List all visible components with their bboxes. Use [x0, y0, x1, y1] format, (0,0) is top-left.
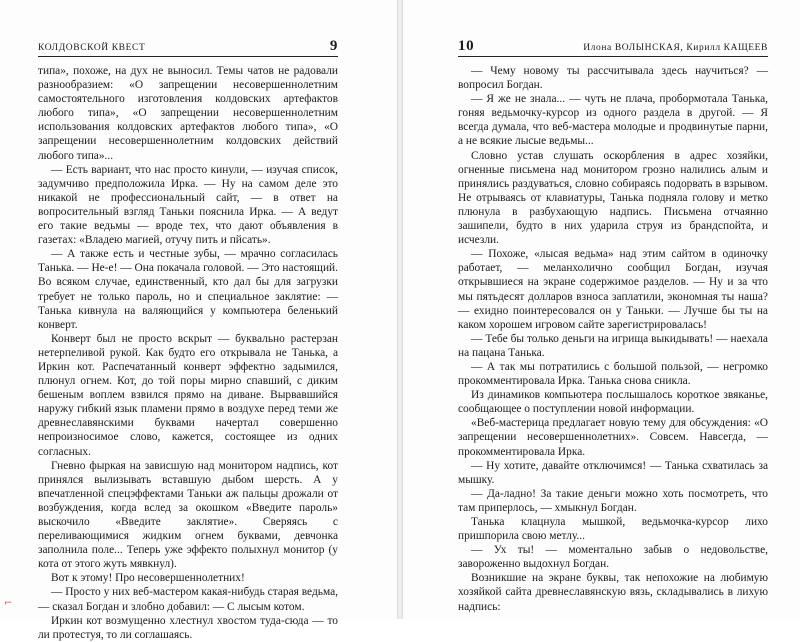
right-paragraph: — Ну хотите, давайте отключимся! — Танька схватилась за мышку.	[458, 459, 768, 486]
left-paragraph: типа», похоже, на дух не выносил. Темы чатов не радовали разнообразием: «О запрещении несовершеннолетним самостоятельного изготовления колдовских артефактов любого типа», «О запрещении несовершеннолетним использования колдовских артефактов любого типа», «О запрещении несовершеннолетним колдовских действий любого типа»...	[38, 65, 338, 162]
left-paragraph: — А также есть и честные зубы, — мрачно согласилась Танька. — Не-е! — Она покачала головой. — Это настоящий. Во всяком случае, единственный, кто дал бы для загрузки требует не только пароль, но и специальное заклятие: — Танька кивнула на валяющийся у компьютера беленький конверт.	[38, 248, 338, 331]
left-header-title: КОЛДОВСКОЙ КВЕСТ	[38, 43, 146, 53]
right-paragraph: «Веб-мастерица предлагает новую тему для обсуждения: «О запрещении несовершеннолетних». Совсем. Навсегда, — прокомментировала Ирка.	[458, 417, 768, 458]
left-paragraph: — Просто у них веб-мастером какая-нибудь старая ведьма, — сказал Богдан и злобно добавил: — С лысым котом.	[38, 586, 338, 613]
right-paragraph: — Да-ладно! За такие деньги можно хоть посмотреть, что там приперлось, — хмыкнул Богдан.	[458, 487, 768, 514]
right-paragraph: Из динамиков компьютера послышалось короткое звяканье, сообщающее о поступлении новой информации.	[458, 389, 768, 416]
left-running-head	[38, 38, 338, 57]
right-page-number: 10	[458, 38, 475, 54]
right-page	[403, 0, 800, 619]
right-text-block	[458, 64, 768, 614]
corner-mark-icon: ⌐	[4, 598, 13, 609]
right-header-title: Илона ВОЛЫНСКАЯ, Кирилл КАЩЕЕВ	[583, 43, 768, 53]
right-running-head	[458, 38, 768, 57]
right-paragraph: — Похоже, «лысая ведьма» над этим сайтом в одиночку работает, — меланхолично сообщил Богдан, изучая открывшиеся на экране содержимое разделов. — Ну и за что мы пятьдесят долларов взноса заплатили, экономная ты наша? — ехидно поинтересовался он у Таньки. — Лучше бы ты на каком хорошем игровом сайте зарегистрировалась!	[458, 248, 768, 331]
right-paragraph: — Ух ты! — моментально забыв о недовольстве, завороженно выдохнул Богдан.	[458, 544, 768, 571]
right-paragraph: Возникшие на экране буквы, так непохожие на любимую хозяйкой сайта древнеславянскую вязь, складывались в лихую надпись:	[458, 572, 768, 613]
left-page	[0, 0, 397, 641]
right-paragraph: Танька клацнула мышкой, ведьмочка-курсор лихо пришпорила свою метлу...	[458, 516, 768, 543]
left-paragraph: Вот к этому! Про несовершеннолетних!	[51, 572, 245, 585]
left-paragraph: Конверт был не просто вскрыт — буквально растерзан нетерпеливой рукой. Как будто его открывала не Танька, а Иркин кот. Распечатанный конверт эффектно задымился, плюнул огнем. Кот, до той поры мирно спавший, с диким бешеным воплем взвился прямо на диване. Вырвавшийся наружу гибкий язык пламени прямо в воздухе перед теми же древнеславянскими буквами начертал совершенно непроизносимое слово, кажется, состоящее из одних согласных.	[38, 332, 338, 458]
right-paragraph: — Тебе бы только деньги на игрища выкидывать! — наехала на пацана Танька.	[458, 332, 768, 359]
left-page-number: 9	[329, 38, 338, 54]
right-paragraph: — А так мы потратились с большой пользой, — негромко прокомментировала Ирка. Танька снова сникла.	[458, 360, 768, 388]
right-paragraph: — Чему новому ты рассчитывала здесь научиться? — вопросил Богдан.	[458, 65, 768, 92]
left-paragraph: Гневно фыркая на зависшую над монитором надпись, кот принялся вылизывать вставшую дыбом шерсть. А у впечатленной спецэффектами Таньки аж пальцы дрожали от возбуждения, когда вслед за окошком «Введите пароль» выскочило «Введите заклятие». Сверяясь с переливающимися жидким огнем буквами, девчонка заполнила поле... Теперь уже эффекто полыхнул монитор (у кота от этого жуть мявкнул).	[38, 459, 338, 571]
right-paragraph: Словно устав слушать оскорбления в адрес хозяйки, огненные письмена над монитором грозно налились алым и принялись раздуваться, словно собираясь подорвать в взрывом. Не отрываясь от клавиатуры, Танька подняла голову и метко плюнула в разбухающую надпись. Письмена отчаянно зашипели, будто в них ударила струя из брандспойта, и исчезли.	[458, 149, 768, 247]
left-paragraph: — Есть вариант, что нас просто кинули, — изучая список, задумчиво предположила Ирка. — Ну на самом деле это никакой не профессиональный сайт, — в ответ на вопросительный взгляд Таньки пояснила Ирка. — А ведут его такие ведьмы — вроде тех, что дают объявления в газетах: «Владею магией, отучу пить и пйсать».	[38, 163, 338, 247]
right-paragraph: — Я же не знала... — чуть не плача, пробормотала Танька, гоняя ведьмочку-курсор из одного раздела в другой. — Я всегда думала, что веб-мастера молодые и продвинутые парни, а не всякие лысые ведьмы...	[458, 93, 768, 148]
left-paragraph: Иркин кот возмущенно хлестнул хвостом туда-сюда — то ли протестуя, то ли соглашаясь.	[38, 614, 338, 641]
left-text-block	[38, 64, 338, 642]
